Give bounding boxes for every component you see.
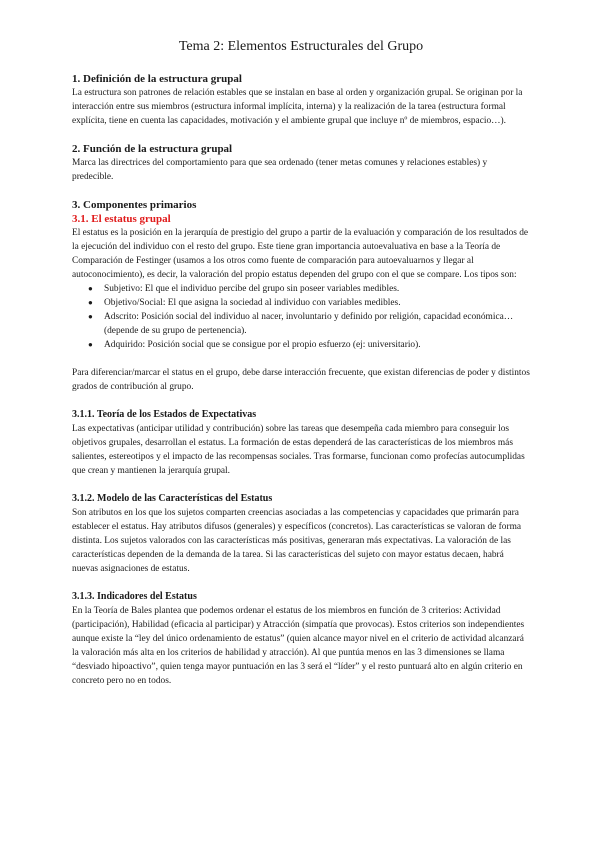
section-3-1-2-body: Son atributos en los que los sujetos comparten creencias asociadas a las competencias y capacidades que primarán para establecer el estatus. Hay atributos difusos (generales) y específicos (concretos). Las características se valoran de forma distinta. Los sujetos valorados con las características más positivas, generaran más expectativas. La valoración de las características dependen de la demanda de la tarea. Si las características del sujeto con mayor estatus decaen, habrá nuevas asignaciones de estatus. — [72, 508, 522, 574]
document-page — [72, 38, 530, 688]
list-item: ● Objetivo/Social: El que asigna la sociedad al individuo con variables medibles. — [72, 296, 530, 310]
section-3-1-1-body: Las expectativas (anticipar utilidad y contribución) sobre las tareas que desempeña cada miembro para conseguir los objetivos grupales, desarrollan el estatus. La formación de estas dependerá de las características de los miembros más salientes, estereotipos y el impacto de las recompensas sociales. Tras formarse, funcionan como profecías autocumplidas que crean y mantienen la jerarquía grupal. — [72, 424, 525, 476]
section-3-1-after: Para diferenciar/marcar el status en el grupo, debe darse interacción frecuente, que existan diferencias de poder y distintos grados de contribución al grupo. — [72, 368, 530, 392]
section-1-heading: 1. Definición de la estructura grupal — [72, 73, 242, 85]
section-3-1-heading: 3.1. El estatus grupal — [72, 213, 171, 225]
section-3-1-1-heading: 3.1.1. Teoría de los Estados de Expectativas — [72, 409, 257, 420]
section-3-1-3-heading: 3.1.3. Indicadores del Estatus — [72, 591, 197, 602]
list-item: ● Adscrito: Posición social del individuo al nacer, involuntario y definido por religión, capacidad económica… (depende de su grupo de pertenencia). — [72, 310, 530, 338]
section-1-body: La estructura son patrones de relación estables que se instalan en base al orden y organización grupal. Se originan por la interacción entre sus miembros (estructura informal implícita, interna) y la realización de la tarea (estructura formal explícita, tiene en cuenta las capacidades, motivación y el ambiente grupal que incluye nº de miembros, espacio…). — [72, 88, 523, 126]
section-3-1-body: El estatus es la posición en la jerarquía de prestigio del grupo a partir de la evaluación y comparación de los resultados de la ejecución del individuo con el resto del grupo. Este tiene gran importancia autoevaluativa en base a la Teoría de Comparación de Festinger (usamos a los otros como fuente de comparación para autoevaluarnos y llegar al autoconocimiento), es decir, la valoración del propio estatus dependen del grupo con el que se compare. Los tipos son: — [72, 228, 529, 280]
status-types-list — [72, 282, 530, 352]
section-3-1-2-heading: 3.1.2. Modelo de las Características del Estatus — [72, 493, 273, 504]
section-3-1-3-body: En la Teoría de Bales plantea que podemos ordenar el estatus de los miembros en función de 3 criterios: Actividad (participación), Habilidad (eficacia al participar) y Atracción (simpatía que provocas). Estos criterios son independientes aunque existe la “ley del único ordenamiento de estatus” (quien alcance mayor nivel en el criterio de actividad alcanzará la valoración más alta en los criterios de habilidad y atracción). Al que puntúa menos en las 3 dimensiones se llama “desviado hipoactivo”, quien tenga mayor puntuación en las 3 será el “líder” y el resto puntuará alto en algún criterio en concreto pero no en todos. — [72, 606, 525, 686]
list-item: ● Subjetivo: El que el individuo percibe del grupo sin poseer variables medibles. — [72, 282, 530, 296]
list-item: ● Adquirido: Posición social que se consigue por el propio esfuerzo (ej: universitario). — [72, 338, 530, 352]
section-2-heading: 2. Función de la estructura grupal — [72, 143, 233, 155]
section-2-body: Marca las directrices del comportamiento para que sea ordenado (tener metas comunes y relaciones estables) y predecible. — [72, 158, 488, 182]
page-title: Tema 2: Elementos Estructurales del Grupo — [178, 39, 424, 54]
section-3-heading: 3. Componentes primarios — [72, 199, 197, 211]
